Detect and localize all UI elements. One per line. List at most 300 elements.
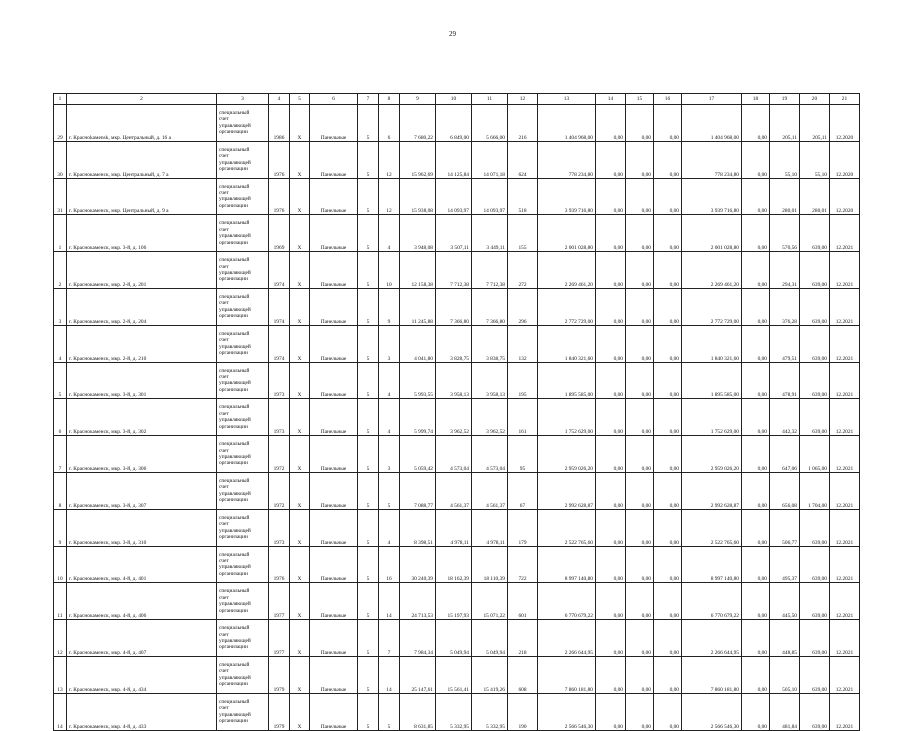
value-cell: 0,00 [626, 178, 654, 215]
value-cell: 0,00 [654, 472, 682, 509]
unit-cost-cell: 505,10 [770, 656, 800, 693]
marker-cell: X [290, 583, 310, 620]
account-owner-cell [217, 436, 269, 473]
value-cell: 0,00 [654, 656, 682, 693]
account-owner-line: специальный [219, 330, 250, 337]
value-cell: 0,00 [626, 436, 654, 473]
cost-cell: 3 939 716,80 [538, 178, 596, 215]
cost-cell: 2 266 644,95 [538, 620, 596, 657]
owner-funds-cell: 2 266 644,95 [682, 620, 742, 657]
column-number-header: 4 [269, 94, 290, 105]
row-number-cell: 4 [54, 325, 67, 362]
floors-cell: 5 [358, 583, 379, 620]
cost-cell: 2 959 026,20 [538, 436, 596, 473]
residents-cell: 518 [508, 178, 538, 215]
account-owner-line: счет [219, 337, 229, 344]
row-number-cell: 13 [54, 656, 67, 693]
column-number-header: 11 [472, 94, 508, 105]
marker-cell: X [290, 546, 310, 583]
value-cell: 0,00 [596, 399, 626, 436]
floors-cell: 5 [358, 620, 379, 657]
completion-date-cell: 12.2021 [830, 472, 860, 509]
entrances-cell: 7 [379, 620, 400, 657]
residential-area-cell: 3 449,11 [472, 215, 508, 252]
account-owner-line: управляющей [219, 417, 251, 424]
wall-material-cell: Панельные [310, 436, 358, 473]
total-area-cell: 5 993,55 [400, 362, 436, 399]
unit-cost-cell: 479,51 [770, 325, 800, 362]
residential-area-cell: 7 712,38 [472, 252, 508, 289]
value-cell: 0,00 [654, 105, 682, 142]
account-owner-line: счет [219, 705, 229, 712]
account-owner-line: счет [219, 594, 229, 601]
floors-cell: 5 [358, 693, 379, 730]
value-cell: 0,00 [742, 141, 770, 178]
floors-cell: 5 [358, 288, 379, 325]
account-owner-line: управляющей [219, 638, 251, 645]
account-owner-line: организации [219, 202, 248, 209]
residents-cell: 95 [508, 436, 538, 473]
table-row [54, 399, 860, 436]
account-owner-line: счет [219, 410, 229, 417]
value-cell: 0,00 [596, 252, 626, 289]
value-cell: 0,00 [654, 693, 682, 730]
build-year-cell: 1974 [269, 252, 290, 289]
area-cell: 4 561,37 [436, 472, 472, 509]
address-cell: г. Краснокаменск, мкр. 2-й, д. 204 [67, 288, 217, 325]
entrances-cell: 10 [379, 252, 400, 289]
value-cell: 0,00 [742, 583, 770, 620]
owner-funds-cell: 1 404 968,00 [682, 105, 742, 142]
account-owner-line: организации [219, 423, 248, 430]
account-owner-line: управляющей [219, 196, 251, 203]
wall-material-cell: Панельные [310, 325, 358, 362]
marker-cell: X [290, 693, 310, 730]
area-cell: 7 366,80 [436, 288, 472, 325]
floors-cell: 5 [358, 178, 379, 215]
row-number-cell: 2 [54, 252, 67, 289]
account-owner-line: счет [219, 190, 229, 197]
row-number-cell: 6 [54, 399, 67, 436]
column-number-header: 9 [400, 94, 436, 105]
wall-material-cell: Панельные [310, 288, 358, 325]
residents-cell: 190 [508, 693, 538, 730]
account-owner-line: организации [219, 386, 248, 393]
value-cell: 0,00 [626, 105, 654, 142]
account-owner-cell [217, 141, 269, 178]
row-number-cell: 5 [54, 362, 67, 399]
floors-cell: 5 [358, 509, 379, 546]
marker-cell: X [290, 399, 310, 436]
account-owner-line: специальный [219, 662, 250, 669]
value-cell: 0,00 [742, 252, 770, 289]
value-cell: 0,00 [596, 620, 626, 657]
value-cell: 0,00 [742, 693, 770, 730]
column-number-header: 10 [436, 94, 472, 105]
max-unit-cost-cell: 639,00 [800, 325, 830, 362]
account-owner-line: организации [219, 239, 248, 246]
account-owner-line: организации [219, 607, 248, 614]
entrances-cell: 12 [379, 141, 400, 178]
value-cell: 0,00 [742, 288, 770, 325]
build-year-cell: 1979 [269, 693, 290, 730]
account-owner-line: организации [219, 350, 248, 357]
address-cell: г. Краснокаменск, мкр. 3-й, д. 310 [67, 509, 217, 546]
completion-date-cell: 12.2021 [830, 252, 860, 289]
max-unit-cost-cell: 639,00 [800, 546, 830, 583]
completion-date-cell: 12.2021 [830, 656, 860, 693]
total-area-cell: 12 158,38 [400, 252, 436, 289]
address-cell: г. Краснокаменск, мкр. 4-й, д. 433 [67, 693, 217, 730]
floors-cell: 5 [358, 215, 379, 252]
address-cell: г. Красноkамensk, мкр. Центральный, д. 16 а [67, 105, 217, 142]
account-owner-cell [217, 288, 269, 325]
account-owner-cell [217, 693, 269, 730]
entrances-cell: 14 [379, 656, 400, 693]
value-cell: 0,00 [596, 178, 626, 215]
account-owner-line: управляющей [219, 270, 251, 277]
total-area-cell: 4 041,80 [400, 325, 436, 362]
value-cell: 0,00 [596, 325, 626, 362]
account-owner-cell [217, 472, 269, 509]
residents-cell: 161 [508, 399, 538, 436]
value-cell: 0,00 [596, 693, 626, 730]
residential-area-cell: 14 071,18 [472, 141, 508, 178]
address-cell: г. Краснокаменск, мкр. 4-й, д. 401 [67, 546, 217, 583]
completion-date-cell: 12.2021 [830, 436, 860, 473]
account-owner-line: управляющей [219, 306, 251, 313]
value-cell: 0,00 [742, 215, 770, 252]
marker-cell: X [290, 288, 310, 325]
value-cell: 0,00 [596, 656, 626, 693]
total-area-cell: 7 680,22 [400, 105, 436, 142]
residents-cell: 179 [508, 509, 538, 546]
area-cell: 5 332,95 [436, 693, 472, 730]
entrances-cell: 3 [379, 325, 400, 362]
area-cell: 4 978,11 [436, 509, 472, 546]
value-cell: 0,00 [626, 693, 654, 730]
residents-cell: 155 [508, 215, 538, 252]
total-area-cell: 15 962,69 [400, 141, 436, 178]
column-number-header: 13 [538, 94, 596, 105]
value-cell: 0,00 [596, 105, 626, 142]
cost-cell: 2 772 729,00 [538, 288, 596, 325]
owner-funds-cell: 2 992 628,87 [682, 472, 742, 509]
account-owner-line: специальный [219, 294, 250, 301]
marker-cell: X [290, 656, 310, 693]
table-row [54, 141, 860, 178]
column-number-header: 17 [682, 94, 742, 105]
table-row [54, 583, 860, 620]
value-cell: 0,00 [654, 141, 682, 178]
value-cell: 0,00 [626, 472, 654, 509]
entrances-cell: 4 [379, 362, 400, 399]
column-number-row [54, 94, 860, 105]
residents-cell: 132 [508, 325, 538, 362]
total-area-cell: 5 999,74 [400, 399, 436, 436]
table-row [54, 325, 860, 362]
build-year-cell: 1977 [269, 583, 290, 620]
account-owner-line: управляющей [219, 233, 251, 240]
completion-date-cell: 12.2020 [830, 178, 860, 215]
build-year-cell: 1977 [269, 620, 290, 657]
account-owner-line: счет [219, 558, 229, 565]
area-cell: 6 849,00 [436, 105, 472, 142]
max-unit-cost-cell: 639,00 [800, 509, 830, 546]
account-owner-line: специальный [219, 110, 250, 117]
completion-date-cell: 12.2021 [830, 325, 860, 362]
account-owner-line: специальный [219, 404, 250, 411]
column-number-header: 8 [379, 94, 400, 105]
wall-material-cell: Панельные [310, 105, 358, 142]
build-year-cell: 1973 [269, 509, 290, 546]
cost-cell: 778 234,80 [538, 141, 596, 178]
address-cell: г. Краснокаменск, мкр. 3-й, д. 301 [67, 362, 217, 399]
residential-area-cell: 4 561,37 [472, 472, 508, 509]
area-cell: 3 828,75 [436, 325, 472, 362]
value-cell: 0,00 [626, 620, 654, 657]
build-year-cell: 1973 [269, 399, 290, 436]
address-cell: г. Краснокаменск, мкр. 3-й, д. 106 [67, 215, 217, 252]
account-owner-cell [217, 215, 269, 252]
value-cell: 0,00 [626, 362, 654, 399]
wall-material-cell: Панельные [310, 620, 358, 657]
value-cell: 0,00 [742, 399, 770, 436]
wall-material-cell: Панельные [310, 509, 358, 546]
column-number-header: 15 [626, 94, 654, 105]
area-cell: 14 125,84 [436, 141, 472, 178]
account-owner-cell [217, 252, 269, 289]
area-cell: 3 507,11 [436, 215, 472, 252]
table-row [54, 656, 860, 693]
build-year-cell: 1974 [269, 288, 290, 325]
address-cell: г. Краснокаменск, мкр. 4-й, д. 407 [67, 620, 217, 657]
floors-cell: 5 [358, 325, 379, 362]
build-year-cell: 1974 [269, 325, 290, 362]
account-owner-line: счет [219, 116, 229, 123]
max-unit-cost-cell: 639,00 [800, 656, 830, 693]
floors-cell: 5 [358, 141, 379, 178]
area-cell: 7 712,38 [436, 252, 472, 289]
area-cell: 3 962,52 [436, 399, 472, 436]
residential-area-cell: 15 419,26 [472, 656, 508, 693]
marker-cell: X [290, 362, 310, 399]
area-cell: 5 049,94 [436, 620, 472, 657]
cost-cell: 2 566 546,30 [538, 693, 596, 730]
column-number-header: 19 [770, 94, 800, 105]
account-owner-line: счет [219, 631, 229, 638]
marker-cell: X [290, 215, 310, 252]
account-owner-line: счет [219, 300, 229, 307]
row-number-cell: 31 [54, 178, 67, 215]
marker-cell: X [290, 325, 310, 362]
entrances-cell: 16 [379, 546, 400, 583]
cost-cell: 8 997 140,80 [538, 546, 596, 583]
completion-date-cell: 12.2021 [830, 399, 860, 436]
completion-date-cell: 12.2021 [830, 509, 860, 546]
account-owner-cell [217, 620, 269, 657]
value-cell: 0,00 [654, 546, 682, 583]
value-cell: 0,00 [626, 399, 654, 436]
unit-cost-cell: 656,08 [770, 472, 800, 509]
table-row [54, 509, 860, 546]
residential-area-cell: 3 962,52 [472, 399, 508, 436]
value-cell: 0,00 [742, 546, 770, 583]
account-owner-line: управляющей [219, 564, 251, 571]
value-cell: 0,00 [596, 288, 626, 325]
account-owner-line: организации [219, 460, 248, 467]
total-area-cell: 5 059,42 [400, 436, 436, 473]
floors-cell: 5 [358, 436, 379, 473]
value-cell: 0,00 [742, 656, 770, 693]
account-owner-line: специальный [219, 441, 250, 448]
entrances-cell: 9 [379, 288, 400, 325]
address-cell: г. Краснокаменск, мкр. Центральный, д. 7 а [67, 141, 217, 178]
cost-cell: 2 269 461,20 [538, 252, 596, 289]
total-area-cell: 24 713,53 [400, 583, 436, 620]
table-row [54, 472, 860, 509]
address-cell: г. Краснокаменск, мкр. 4-й, д. 406 [67, 583, 217, 620]
total-area-cell: 15 938,08 [400, 178, 436, 215]
account-owner-cell [217, 546, 269, 583]
cost-cell: 2 522 765,60 [538, 509, 596, 546]
wall-material-cell: Панельные [310, 656, 358, 693]
completion-date-cell: 12.2021 [830, 362, 860, 399]
max-unit-cost-cell: 55,10 [800, 141, 830, 178]
wall-material-cell: Панельные [310, 141, 358, 178]
value-cell: 0,00 [596, 509, 626, 546]
max-unit-cost-cell: 639,00 [800, 215, 830, 252]
account-owner-line: организации [219, 644, 248, 651]
account-owner-cell [217, 399, 269, 436]
value-cell: 0,00 [654, 583, 682, 620]
page-number: 29 [449, 30, 456, 38]
account-owner-line: специальный [219, 625, 250, 632]
unit-cost-cell: 55,10 [770, 141, 800, 178]
table-row [54, 362, 860, 399]
unit-cost-cell: 442,32 [770, 399, 800, 436]
account-owner-line: организации [219, 718, 248, 725]
table-row [54, 252, 860, 289]
value-cell: 0,00 [626, 141, 654, 178]
housing-table [53, 93, 860, 731]
row-number-cell: 7 [54, 436, 67, 473]
value-cell: 0,00 [596, 546, 626, 583]
residential-area-cell: 7 366,80 [472, 288, 508, 325]
account-owner-line: специальный [219, 220, 250, 227]
residential-area-cell: 3 838,75 [472, 325, 508, 362]
value-cell: 0,00 [654, 325, 682, 362]
value-cell: 0,00 [596, 436, 626, 473]
column-number-header: 3 [217, 94, 269, 105]
cost-cell: 7 860 181,80 [538, 656, 596, 693]
wall-material-cell: Панельные [310, 178, 358, 215]
total-area-cell: 3 948,08 [400, 215, 436, 252]
value-cell: 0,00 [742, 472, 770, 509]
row-number-cell: 8 [54, 472, 67, 509]
account-owner-line: специальный [219, 367, 250, 374]
unit-cost-cell: 205,11 [770, 105, 800, 142]
area-cell: 3 958,13 [436, 362, 472, 399]
residents-cell: 624 [508, 141, 538, 178]
total-area-cell: 11 245,88 [400, 288, 436, 325]
max-unit-cost-cell: 639,00 [800, 693, 830, 730]
owner-funds-cell: 8 997 140,80 [682, 546, 742, 583]
value-cell: 0,00 [596, 472, 626, 509]
entrances-cell: 4 [379, 509, 400, 546]
value-cell: 0,00 [596, 583, 626, 620]
entrances-cell: 5 [379, 693, 400, 730]
residents-cell: 601 [508, 583, 538, 620]
area-cell: 15 197,93 [436, 583, 472, 620]
account-owner-line: управляющей [219, 380, 251, 387]
account-owner-line: управляющей [219, 601, 251, 608]
max-unit-cost-cell: 1 704,00 [800, 472, 830, 509]
max-unit-cost-cell: 639,00 [800, 252, 830, 289]
column-number-header: 16 [654, 94, 682, 105]
value-cell: 0,00 [654, 399, 682, 436]
residents-cell: 218 [508, 620, 538, 657]
unit-cost-cell: 445,50 [770, 583, 800, 620]
column-number-header: 21 [830, 94, 860, 105]
marker-cell: X [290, 178, 310, 215]
unit-cost-cell: 478,91 [770, 362, 800, 399]
completion-date-cell: 12.2021 [830, 288, 860, 325]
account-owner-line: специальный [219, 588, 250, 595]
value-cell: 0,00 [596, 362, 626, 399]
max-unit-cost-cell: 205,11 [800, 105, 830, 142]
account-owner-line: управляющей [219, 159, 251, 166]
floors-cell: 5 [358, 546, 379, 583]
value-cell: 0,00 [654, 178, 682, 215]
value-cell: 0,00 [654, 288, 682, 325]
row-number-cell: 29 [54, 105, 67, 142]
area-cell: 4 573,04 [436, 436, 472, 473]
unit-cost-cell: 481,84 [770, 693, 800, 730]
residents-cell: 272 [508, 252, 538, 289]
account-owner-line: организации [219, 313, 248, 320]
cost-cell: 2 001 028,80 [538, 215, 596, 252]
table-row [54, 546, 860, 583]
completion-date-cell: 12.2020 [830, 141, 860, 178]
value-cell: 0,00 [596, 215, 626, 252]
account-owner-line: организации [219, 497, 248, 504]
unit-cost-cell: 647,06 [770, 436, 800, 473]
floors-cell: 5 [358, 105, 379, 142]
completion-date-cell: 12.2021 [830, 693, 860, 730]
address-cell: г. Краснокаменск, мкр. 2-й, д. 210 [67, 325, 217, 362]
max-unit-cost-cell: 280,01 [800, 178, 830, 215]
account-owner-line: счет [219, 153, 229, 160]
account-owner-line: специальный [219, 514, 250, 521]
total-area-cell: 25 147,61 [400, 656, 436, 693]
max-unit-cost-cell: 639,00 [800, 288, 830, 325]
column-number-header: 6 [310, 94, 358, 105]
value-cell: 0,00 [626, 656, 654, 693]
account-owner-line: специальный [219, 478, 250, 485]
unit-cost-cell: 448,85 [770, 620, 800, 657]
row-number-cell: 1 [54, 215, 67, 252]
owner-funds-cell: 7 860 181,80 [682, 656, 742, 693]
entrances-cell: 14 [379, 583, 400, 620]
build-year-cell: 1976 [269, 546, 290, 583]
address-cell: г. Краснокаменск, мкр. 3-й, д. 307 [67, 472, 217, 509]
unit-cost-cell: 506,77 [770, 509, 800, 546]
account-owner-cell [217, 362, 269, 399]
column-number-header: 2 [67, 94, 217, 105]
area-cell: 18 162,39 [436, 546, 472, 583]
residential-area-cell: 5 666,00 [472, 105, 508, 142]
